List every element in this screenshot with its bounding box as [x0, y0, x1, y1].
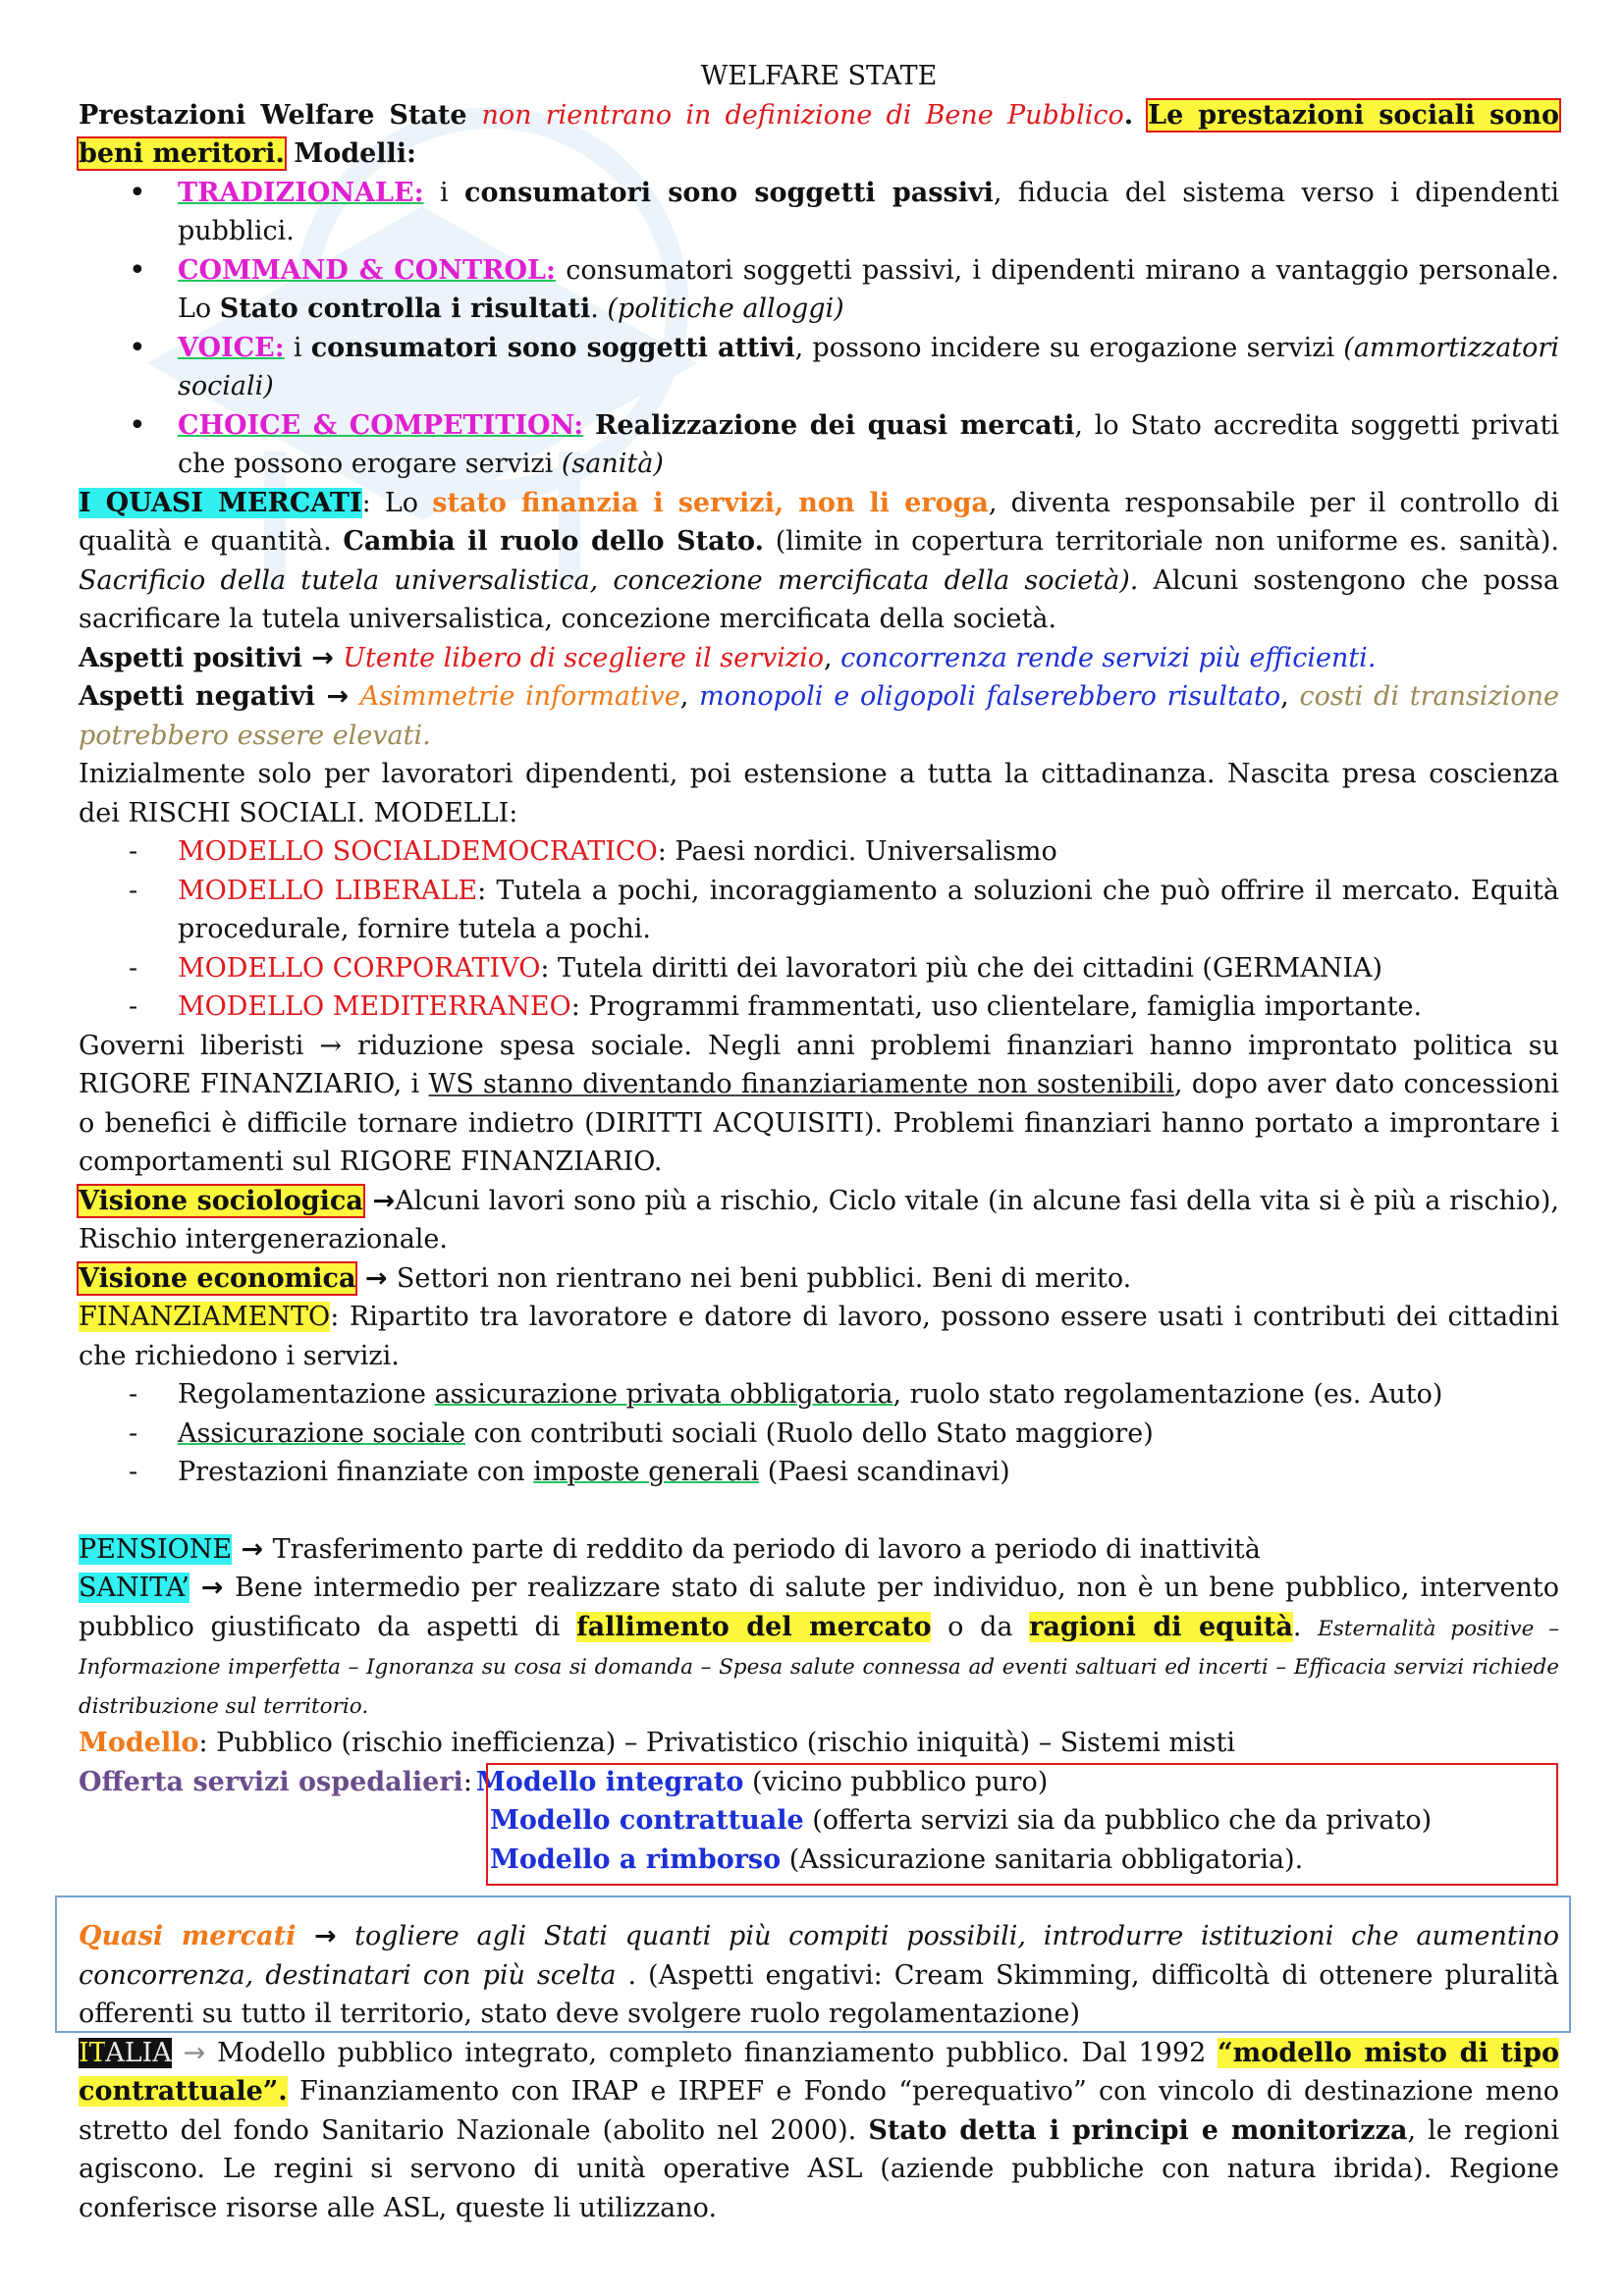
negativi-label: Aspetti negativi — [79, 681, 315, 712]
text: : Ripartito tra lavoratore e datore di lavoro, possono essere usati i contributi dei cittadini che richiedono i servizi. — [79, 1302, 1559, 1371]
text: (Assicurazione sanitaria obbligatoria). — [781, 1843, 1304, 1875]
rischi-sociali: Inizialmente solo per lavoratori dipendenti, poi estensione a tutta la cittadinanza. Nascita presa coscienza dei RISCHI SOCIALI. MODELLI: — [79, 759, 1559, 828]
offerta-box — [486, 1763, 1558, 1886]
pensione-paragraph — [79, 1530, 1559, 1570]
text: Alcuni sostengono che possa sacrificare la tutela universalistica, concezione mercificata della società. — [79, 564, 1559, 634]
model-label: TRADIZIONALE: — [178, 177, 424, 208]
text: . — [1292, 1611, 1319, 1642]
text: , ruolo stato regolamentazione (es. Auto) — [893, 1379, 1443, 1410]
intro-highlight: Le prestazioni sociali sono beni meritori. — [79, 99, 1559, 169]
text: consumatori soggetti passivi, i dipendenti mirano a vantaggio personale. Lo — [178, 254, 1559, 324]
text: Trasferimento parte di reddito da periodo di lavoro a periodo di inattività — [272, 1533, 1261, 1565]
text: : Lo — [361, 487, 433, 518]
bold-text: Stato controlla i risultati — [219, 294, 591, 324]
models-list — [79, 174, 1559, 484]
text: (limite in copertura territoriale non uniforme es. sanità). — [764, 526, 1560, 557]
text: : Tutela a pochi, incoraggiamento a soluzioni che può offrire il mercato. Equità procedurale, fornire tutela a pochi. — [178, 875, 1559, 944]
list-item — [79, 949, 1559, 988]
list-item — [79, 988, 1559, 1027]
bold-text: Stato detta i principi e monitorizza — [868, 2114, 1408, 2146]
arrow-icon: → — [296, 1921, 355, 1951]
text: : — [462, 1766, 472, 1797]
highlight-text: “modello misto di tipo contrattuale”. — [79, 2037, 1559, 2107]
list-item — [79, 1415, 1559, 1454]
list-item — [79, 1375, 1559, 1415]
list-item — [79, 174, 1559, 251]
bold-text: Cambia il ruolo dello Stato. — [343, 526, 764, 557]
model-label: VOICE: — [178, 332, 285, 363]
text: : Pubblico (rischio inefficienza) – Privatistico (rischio iniquità) – Sistemi misti — [198, 1728, 1235, 1758]
economica-label: Visione economica — [79, 1262, 356, 1294]
text: Regolamentazione — [178, 1379, 435, 1410]
underlined-text: assicurazione privata obbligatoria — [434, 1379, 893, 1410]
text: , lo Stato accredita soggetti privati che possono erogare servizi — [178, 409, 1559, 479]
text: : Tutela diritti dei lavoratori più che dei cittadini (GERMANIA) — [540, 952, 1383, 984]
welfare-models-list — [79, 832, 1559, 1027]
red-text: Utente libero di scegliere il servizio — [343, 642, 824, 673]
intro-dot: . — [1123, 99, 1149, 131]
offerta-item-name: Modello contrattuale — [490, 1805, 804, 1836]
text: Bene intermedio per realizzare stato di salute per individuo, non è un bene pubblico, intervento pubblico giustificato da aspetti di — [79, 1573, 1559, 1642]
offerta-item-name: Modello a rimborso — [490, 1843, 782, 1875]
quasi-mercati-box-section — [79, 1917, 1559, 2034]
governi-paragraph — [79, 1027, 1559, 1182]
text: Modello pubblico integrato, completo finanziamento pubblico. Dal 1992 — [217, 2037, 1218, 2068]
offerta-section — [79, 1763, 1559, 1880]
text: Settori non rientrano nei beni pubblici. Beni di merito. — [396, 1262, 1132, 1294]
model-label: COMMAND & CONTROL: — [178, 254, 556, 286]
underlined-text: WS stanno diventando finanziariamente non sostenibili — [428, 1069, 1174, 1099]
text: , — [1280, 681, 1300, 712]
finanziamento-list — [79, 1375, 1559, 1492]
text: (vicino pubblico puro) — [743, 1766, 1049, 1797]
list-item — [79, 872, 1559, 949]
blue-text: concorrenza rende servizi più efficienti. — [840, 642, 1377, 673]
text: , possono incidere su erogazione servizi — [794, 332, 1344, 363]
text: con contributi sociali (Ruolo dello Stato maggiore) — [465, 1417, 1154, 1449]
finanziamento-label: FINANZIAMENTO — [79, 1302, 331, 1332]
italic-text: (politiche alloggi) — [607, 294, 844, 324]
model-name: MODELLO MEDITERRANEO — [178, 991, 571, 1022]
pensione-label: PENSIONE — [79, 1533, 233, 1565]
sanita-note: Esternalità positive – Informazione imperfetta – Ignoranza su cosa si domanda – Spesa salute connessa ad eventi saltuari ed incerti – Efficacia servizi richiede distribuzione sul territorio. — [79, 1616, 1559, 1719]
text: (Paesi scandinavi) — [759, 1457, 1010, 1487]
intro-paragraph — [79, 96, 1559, 174]
highlight-text: fallimento del mercato — [576, 1611, 932, 1642]
visione-sociologica — [79, 1182, 1559, 1259]
quasi2-label: Quasi mercati — [79, 1921, 297, 1951]
text: , dopo aver dato concessioni o benefici è difficile tornare indietro (DIRITTI ACQUISITI). Problemi finanziari hanno portato a improntare i comportamenti sul RIGORE FINANZIARIO. — [79, 1069, 1559, 1177]
text: . — [590, 294, 608, 324]
arrow-icon: → — [232, 1533, 273, 1565]
italic-text: togliere agli Stati quanti più compiti possibili, introdurre istituzioni che aumentino concorrenza, destinatari con più scelta — [79, 1921, 1559, 1991]
finanziamento-paragraph — [79, 1298, 1559, 1375]
text: Prestazioni finanziate con — [178, 1457, 534, 1487]
model-name: MODELLO SOCIALDEMOCRATICO — [178, 836, 658, 867]
orange-text: stato finanzia i servizi, non li eroga — [432, 487, 989, 518]
bold-text: consumatori sono soggetti passivi — [464, 177, 994, 208]
intro-lead: Prestazioni Welfare State — [79, 99, 482, 131]
text: . (Aspetti engativi: Cream Skimming, difficoltà di ottenere pluralità offerenti su tutto il territorio, stato deve svolgere ruolo regolamentazione) — [79, 1959, 1559, 2029]
list-item — [79, 251, 1559, 329]
text: , fiducia del sistema verso i dipendenti pubblici. — [178, 177, 1559, 246]
underlined-text: imposte generali — [533, 1457, 760, 1487]
aspetti-positivi — [79, 639, 1559, 678]
text: , — [679, 681, 700, 712]
italia-label-it: IT — [79, 2037, 106, 2068]
orange-text: Asimmetrie informative — [359, 681, 680, 712]
intro-red-text: non rientrano in definizione di Bene Pubblico — [481, 99, 1124, 131]
model-name: MODELLO LIBERALE — [178, 875, 478, 906]
text: Alcuni lavori sono più a rischio, Ciclo vitale (in alcune fasi della vita si è più a rischio), Rischio intergenerazionale. — [79, 1185, 1559, 1255]
text: Finanziamento con IRAP e IRPEF e Fondo “perequativo” con vincolo di destinazione meno stretto del fondo Sanitario Nazionale (abolito nel 2000). — [79, 2076, 1559, 2146]
arrow-icon: → — [355, 1262, 397, 1294]
list-item — [79, 1453, 1559, 1492]
offerta-label: Offerta servizi ospedalieri — [79, 1766, 463, 1797]
document-page — [79, 57, 1559, 2227]
italic-text: (sanità) — [561, 449, 664, 479]
aspetti-negativi — [79, 677, 1559, 755]
intro-models-label: Modelli: — [284, 138, 417, 169]
arrow-icon: → — [314, 681, 360, 712]
positivi-label: Aspetti positivi — [79, 642, 302, 673]
arrow-icon: → — [189, 1573, 236, 1603]
modello-label: Modello — [79, 1728, 199, 1758]
text: (offerta servizi sia da pubblico che da privato) — [803, 1805, 1433, 1836]
text: Governi liberisti → riduzione spesa sociale. Negli anni problemi finanziari hanno improntato politica su RIGORE FINANZIARIO, i — [79, 1030, 1559, 1099]
list-item — [79, 329, 1559, 406]
text — [583, 410, 595, 441]
text: i — [284, 332, 311, 363]
modello-paragraph — [79, 1724, 1559, 1763]
visione-economica — [79, 1259, 1559, 1299]
quasi-mercati-label: I QUASI MERCATI — [79, 487, 362, 518]
list-item — [79, 832, 1559, 872]
page-title: WELFARE STATE — [700, 61, 938, 91]
text: i — [423, 177, 465, 208]
blue-text: monopoli e oligopoli falserebbero risultato — [699, 681, 1281, 712]
highlight-text: ragioni di equità — [1029, 1611, 1293, 1642]
italia-label-lia: ALIA — [105, 2037, 172, 2068]
text: , diventa responsabile per il controllo di qualità e quantità. — [79, 487, 1559, 557]
bold-text: Realizzazione dei quasi mercati — [594, 409, 1075, 441]
text: : Programmi frammentati, uso clientelare, famiglia importante. — [570, 991, 1423, 1022]
sanita-paragraph — [79, 1569, 1559, 1724]
list-item — [79, 406, 1559, 484]
underlined-text: Assicurazione sociale — [178, 1417, 466, 1449]
quasi-mercati-box — [55, 1896, 1571, 2033]
offerta-item-name: Modello integrato — [475, 1766, 744, 1797]
text: o da — [931, 1611, 1030, 1642]
sociologica-label: Visione sociologica — [79, 1185, 363, 1216]
spacer — [79, 1492, 1559, 1530]
italia-paragraph — [79, 2034, 1559, 2228]
text: , le regioni agiscono. Le regini si servono di unità operative ASL (aziende pubbliche con natura ibrida). Regione conferisce risorse alle ASL, queste li utilizzano. — [79, 2114, 1559, 2223]
olive-text: costi di transizione potrebbero essere elevati. — [79, 681, 1559, 751]
text: : Paesi nordici. Universalismo — [657, 836, 1057, 867]
quasi-mercati-paragraph — [79, 484, 1559, 639]
model-label: CHOICE & COMPETITION: — [178, 409, 584, 441]
model-name: MODELLO CORPORATIVO — [178, 952, 541, 984]
sanita-label: SANITA’ — [79, 1573, 189, 1603]
text: , — [823, 642, 841, 673]
italic-text: (ammortizzatori sociali) — [178, 332, 1559, 401]
italic-text: Sacrificio della tutela universalistica, concezione mercificata della società). — [79, 564, 1139, 596]
arrow-icon: → — [362, 1185, 396, 1216]
arrow-icon: → — [301, 642, 344, 673]
bold-text: consumatori sono soggetti attivi — [310, 332, 795, 363]
arrow-icon: → — [171, 2037, 218, 2068]
